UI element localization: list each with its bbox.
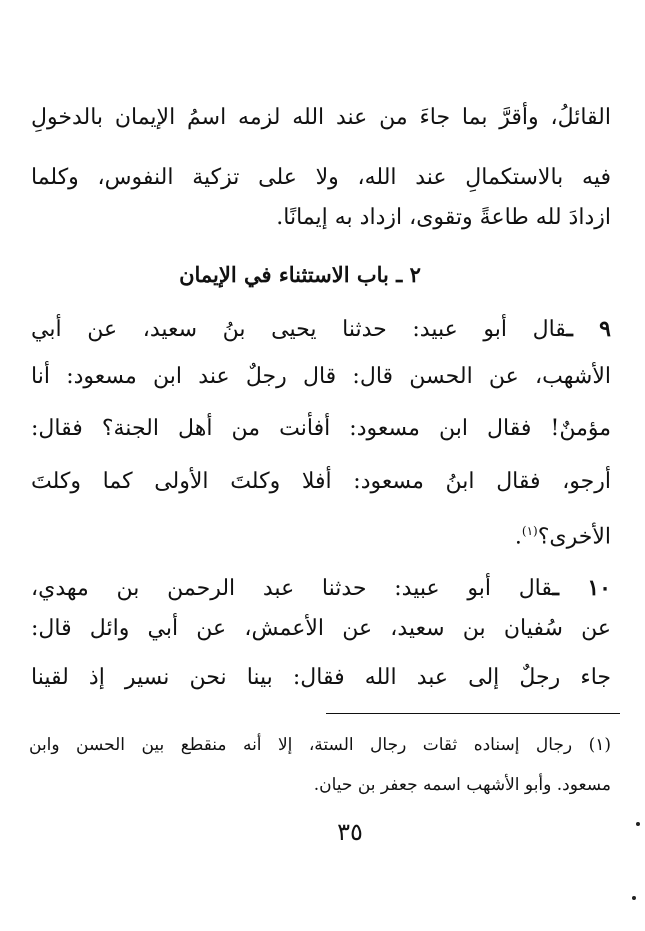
hadith10-line-2: عن سُفيان بن سعيد، عن الأعمش، عن أبي وائل قال: <box>31 616 611 641</box>
paragraph1-line-3: ازدادَ لله طاعةً وتقوى، ازداد به إيمانًا. <box>276 205 611 230</box>
hadith10-line-1 <box>31 573 611 604</box>
scan-speck <box>632 896 636 900</box>
section-heading: ٢ ـ باب الاستثناء في الإيمان <box>179 262 421 287</box>
hadith9-line-2: الأشهب، عن الحسن قال: قال رجلٌ عند ابن مسعود: أنا <box>31 364 611 389</box>
hadith9-number: ٩ ـ <box>566 316 611 342</box>
hadith9-last-period: . <box>514 524 522 550</box>
hadith9-line-1-text: قال أبو عبيد: حدثنا يحيى بنُ سعيد، عن أبي <box>31 317 567 342</box>
paragraph1-line-2: فيه بالاستكمالِ عند الله، ولا على تزكية النفوس، وكلما <box>31 165 611 190</box>
scan-speck <box>636 822 640 826</box>
hadith10-line-1-text: قال أبو عبيد: حدثنا عبد الرحمن بن مهدي، <box>31 576 553 601</box>
hadith9-last-text: الأخرى؟ <box>537 524 611 550</box>
hadith10-line-3: جاء رجلٌ إلى عبد الله فقال: بينا نحن نسير إذ لقينا <box>31 665 611 690</box>
page-number: ٣٥ <box>337 818 363 846</box>
footnote-line-2: مسعود. وأبو الأشهب اسمه جعفر بن حيان. <box>313 775 611 795</box>
footnote-line-1: (١) رجال إسناده ثقات رجال الستة، إلا أنه منقطع بين الحسن وابن <box>29 735 611 755</box>
footnote-reference: (١) <box>521 524 538 538</box>
footnote-separator <box>326 713 620 714</box>
hadith9-line-1 <box>31 314 611 345</box>
hadith10-number: ١٠ ـ <box>552 575 611 601</box>
hadith9-line-3: مؤمنٌ! فقال ابن مسعود: أفأنت من أهل الجنة؟ فقال: <box>31 416 611 441</box>
paragraph1-line-1: القائلُ، وأقرَّ بما جاءَ من عند الله لزمه اسمُ الإيمان بالدخولِ <box>31 105 611 130</box>
hadith9-line-4: أرجو، فقال ابنُ مسعود: أفلا وكلتَ الأولى كما وكلتَ <box>31 469 611 494</box>
hadith9-line-5 <box>31 516 611 552</box>
